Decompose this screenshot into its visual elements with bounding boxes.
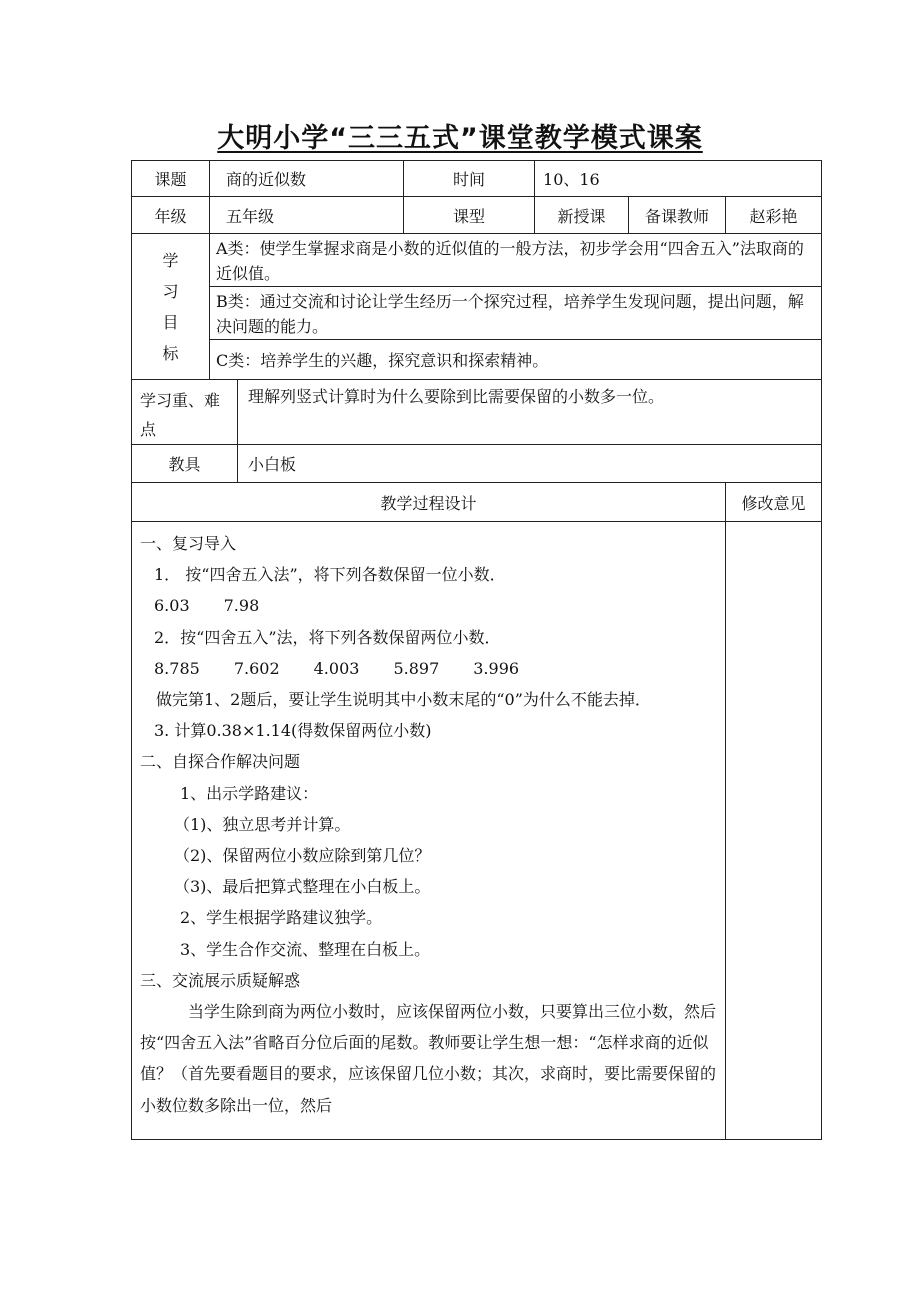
- step-2-1: 1、出示学路建议：: [180, 783, 319, 803]
- page-title: 大明小学“三三五式”课堂教学模式课案: [217, 123, 703, 154]
- teacher-value: 赵彩艳: [726, 197, 822, 234]
- key-points-label: 学习重、难点: [132, 380, 238, 445]
- time-label: 时间: [404, 161, 535, 197]
- tools-label: 教具: [132, 445, 238, 483]
- question-1-numbers: 6.03 7.98: [154, 596, 260, 616]
- goal-c: C类：培养学生的兴趣，探究意识和探索精神。: [210, 340, 822, 380]
- lesson-plan-table: [131, 160, 822, 1140]
- section-3-paragraph: 当学生除到商为两位小数时，应该保留两位小数，只要算出三位小数，然后按“四舍五入法”省略百分位后面的尾数。教师要让学生想一想：“怎样求商的近似值？（首先要看题目的要求，应该保留几位小数；其次，求商时，要比需要保留的小数位数多除出一位，然后: [140, 1002, 717, 1115]
- section-2-title: 二、自探合作解决问题: [140, 752, 301, 772]
- question-3: 3. 计算0.38×1.14(得数保留两位小数): [154, 721, 432, 741]
- question-note: 做完第1、2题后，要让学生说明其中小数末尾的“0”为什么不能去掉．: [156, 690, 651, 710]
- time-value: 10、16: [535, 161, 822, 197]
- question-2-numbers: 8.785 7.602 4.003 5.897 3.996: [154, 658, 520, 678]
- process-header: 教学过程设计: [132, 483, 726, 522]
- topic-label: 课题: [132, 161, 210, 197]
- goals-label: 学 习 目 标: [132, 234, 210, 380]
- section-3-title: 三、交流展示质疑解惑: [140, 970, 301, 990]
- step-2-2: 2、学生根据学路建议独学。: [180, 908, 383, 928]
- type-value: 新授课: [535, 197, 629, 234]
- step-2-1b: （2)、保留两位小数应除到第几位？: [174, 846, 431, 866]
- topic-value: 商的近似数: [210, 161, 404, 197]
- question-1: 1． 按“四舍五入法”，将下列各数保留一位小数．: [154, 565, 506, 585]
- comments-cell: [726, 522, 822, 1140]
- step-2-1c: （3)、最后把算式整理在小白板上。: [174, 877, 431, 897]
- goal-b: B类：通过交流和讨论让学生经历一个探究过程，培养学生发现问题，提出问题，解决问题的能力。: [210, 287, 822, 340]
- section-1-title: 一、复习导入: [140, 534, 237, 553]
- step-2-1a: （1)、独立思考并计算。: [174, 814, 351, 834]
- grade-value: 五年级: [210, 197, 404, 234]
- step-2-3: 3、学生合作交流、整理在白板上。: [180, 939, 431, 959]
- teacher-label: 备课教师: [629, 197, 726, 234]
- goal-a: A类：使学生掌握求商是小数的近似值的一般方法，初步学会用“四舍五入”法取商的近似值。: [210, 234, 822, 287]
- comments-header: 修改意见: [726, 483, 822, 522]
- grade-label: 年级: [132, 197, 210, 234]
- tools-value: 小白板: [238, 445, 822, 483]
- question-2: 2．按“四舍五入”法，将下列各数保留两位小数．: [154, 627, 501, 647]
- type-label: 课型: [404, 197, 535, 234]
- key-points-value: 理解列竖式计算时为什么要除到比需要保留的小数多一位。: [238, 380, 822, 445]
- process-content: [132, 522, 726, 1140]
